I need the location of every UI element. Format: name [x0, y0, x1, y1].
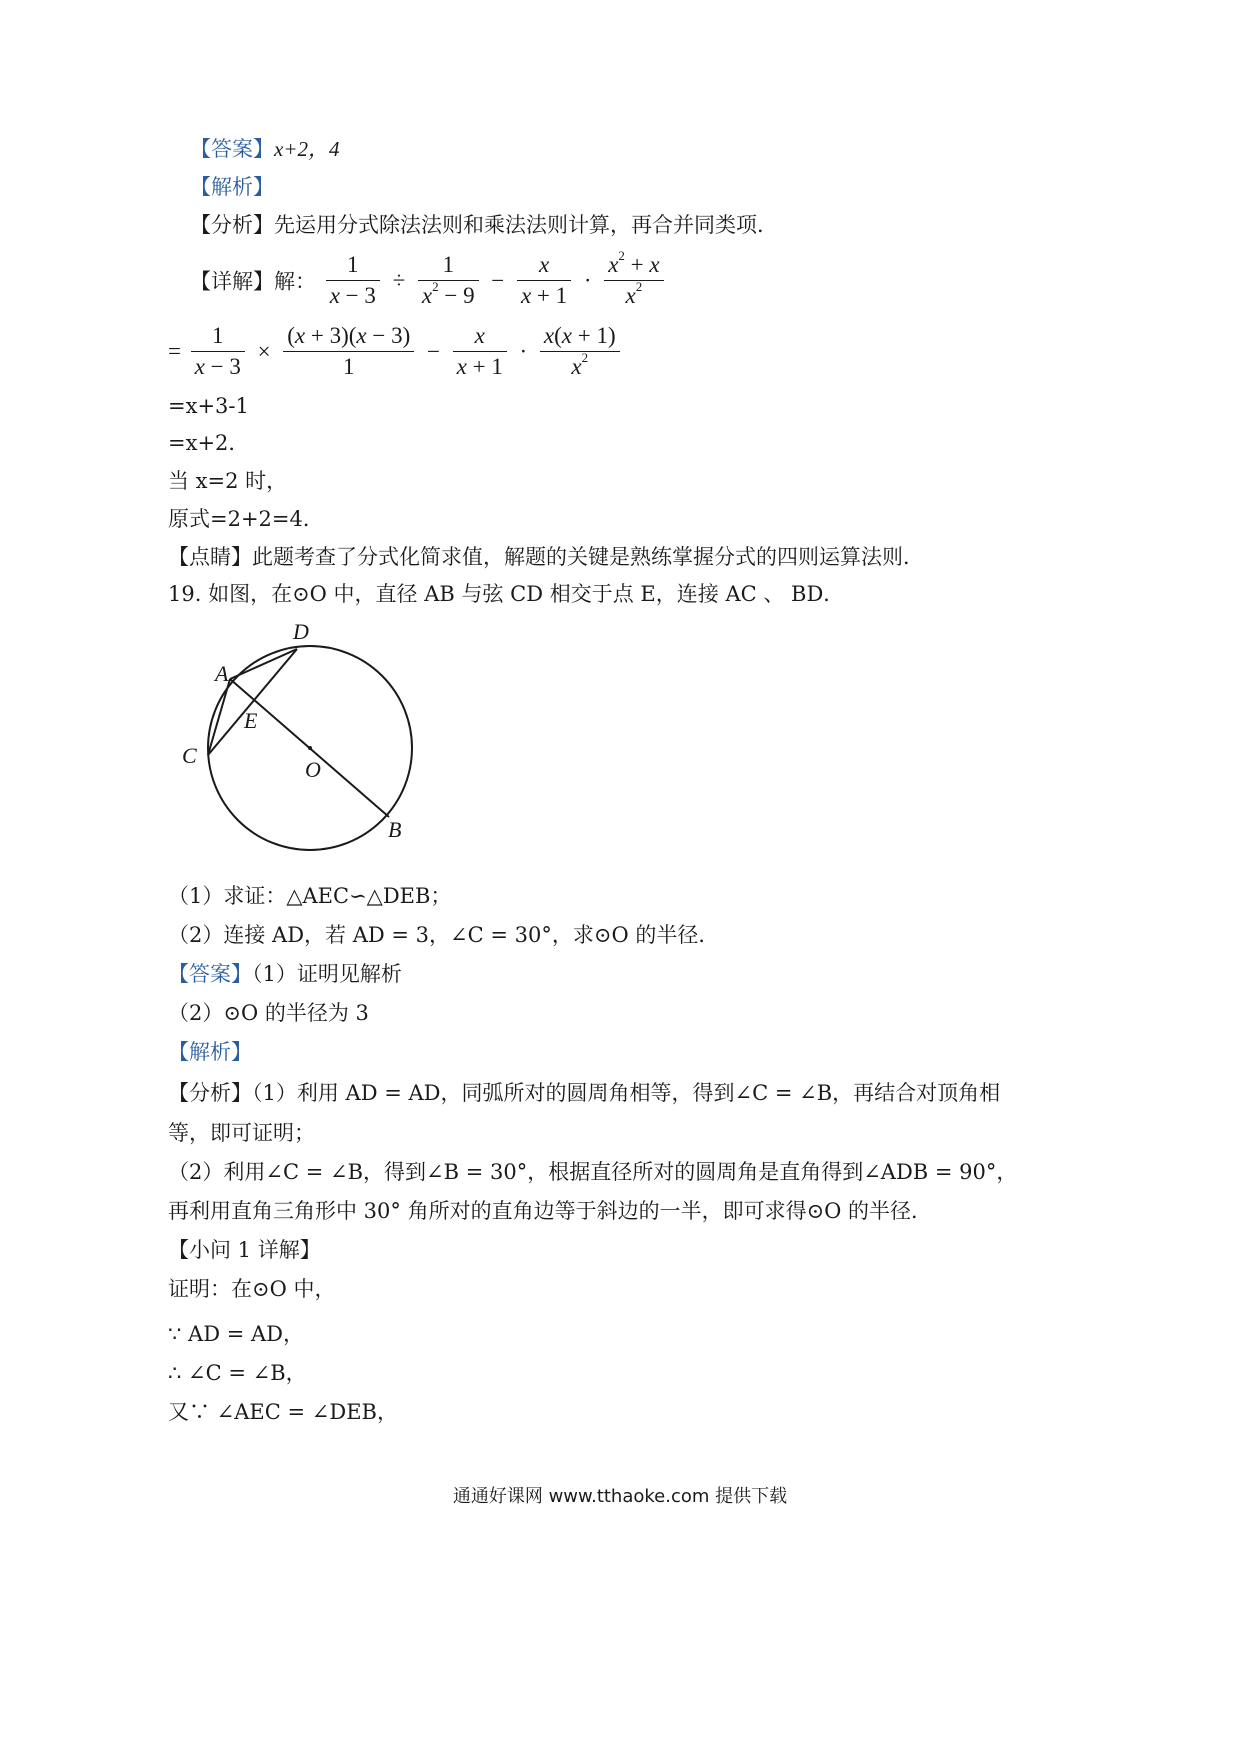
when-x-2: 当 x=2 时，: [168, 469, 288, 493]
analysis-2a: （2）利用∠C = ∠B，得到∠B = 30°，根据直径所对的圆周角是直角得到∠ADB = 90°，: [168, 1160, 1018, 1184]
fraction-1-over-x-3: $\frac{1}{x - 3}$: [326, 252, 380, 309]
proof-line-4: 又∵ ∠AEC = ∠DEB，: [168, 1400, 398, 1424]
part-1: （1）求证：△AEC∽△DEB；: [168, 884, 452, 908]
circle-figure: [160, 615, 440, 865]
step-3: =x+3-1: [168, 394, 249, 418]
label-a: A: [215, 661, 229, 686]
fraction-step2-a: $\frac{1}{x - 3}$: [191, 323, 245, 380]
fraction-step2-b: $\frac{(x + 3)(x - 3)}{1}$: [283, 323, 414, 380]
comment-line: 【点睛】此题考查了分式化简求值，解题的关键是熟练掌握分式的四则运算法则．: [168, 545, 924, 569]
detail-tag: 【详解】解：: [190, 269, 316, 294]
analysis-1b: 等，即可证明；: [168, 1121, 315, 1145]
answer-tag: 【答案】: [190, 137, 274, 161]
part-2: （2）连接 AD，若 AD = 3，∠C = 30°，求⊙O 的半径．: [168, 923, 720, 947]
fraction-1-over-x2-9: $\frac{1}{x^2 - 9}$: [418, 252, 479, 309]
answer-line: [190, 135, 340, 163]
step-4: =x+2．: [168, 431, 250, 455]
answer-1: （1）证明见解析: [252, 962, 402, 986]
proof-line-3: ∴ ∠C = ∠B，: [168, 1361, 307, 1385]
analysis-tag-19: 【解析】: [168, 1040, 252, 1064]
fraction-x2+x-over-x2: $\frac{x^2 + x}{x^2}$: [604, 252, 663, 309]
analysis-tag: 【解析】: [190, 175, 274, 199]
label-e: E: [244, 708, 258, 733]
analysis-2b: 再利用直角三角形中 30° 角所对的直角边等于斜边的一半，即可求得⊙O 的半径．: [168, 1199, 933, 1223]
fraction-step2-d: $\frac{x(x + 1)}{x^2}$: [540, 323, 620, 380]
q19-stem: 19. 如图，在⊙O 中，直径 AB 与弦 CD 相交于点 E，连接 AC 、 BD．: [168, 582, 845, 606]
proof-line-1: 证明：在⊙O 中，: [168, 1277, 336, 1301]
analysis-1a: 【分析】（1）利用 AD = AD，同弧所对的圆周角相等，得到∠C = ∠B，再结合对顶角相: [168, 1081, 1001, 1105]
label-d: D: [293, 619, 309, 644]
proof-line-2: ∵ AD = AD，: [168, 1322, 304, 1346]
answer-line-19: [168, 960, 402, 988]
detail-line-1: 【详解】解： $\frac{1}{x - 3}$ ÷ $\frac{1}{x^2 - 9}$ − $\frac{x}{x + 1}$ · $\frac{x^2 + x}{x^2}$: [190, 252, 667, 309]
analysis-text: 【分析】先运用分式除法法则和乘法法则计算，再合并同类项．: [190, 213, 778, 237]
label-b: B: [388, 817, 402, 842]
fraction-x-over-x+1: $\frac{x}{x + 1}$: [517, 252, 571, 309]
subquestion-1-tag: 【小问 1 详解】: [168, 1238, 321, 1262]
answer-text: x+2，4: [274, 137, 340, 161]
detail-line-2: = $\frac{1}{x - 3}$ × $\frac{(x + 3)(x - 3)}{1}$ − $\frac{x}{x + 1}$ · $\frac{x(x + 1)}{x^2}$: [168, 323, 623, 380]
answer-tag-19: 【答案】: [168, 962, 252, 986]
answer-2: （2）⊙O 的半径为 3: [168, 1001, 369, 1025]
result-line: 原式=2+2=4．: [168, 507, 324, 531]
fraction-step2-c: $\frac{x}{x + 1}$: [453, 323, 507, 380]
footer: 通通好课网 www.tthaoke.com 提供下载: [452, 1486, 788, 1507]
segment-ac: [208, 679, 230, 755]
center-dot: [308, 746, 312, 750]
segment-ad: [230, 649, 297, 679]
label-o: O: [305, 757, 321, 782]
label-c: C: [182, 743, 197, 768]
